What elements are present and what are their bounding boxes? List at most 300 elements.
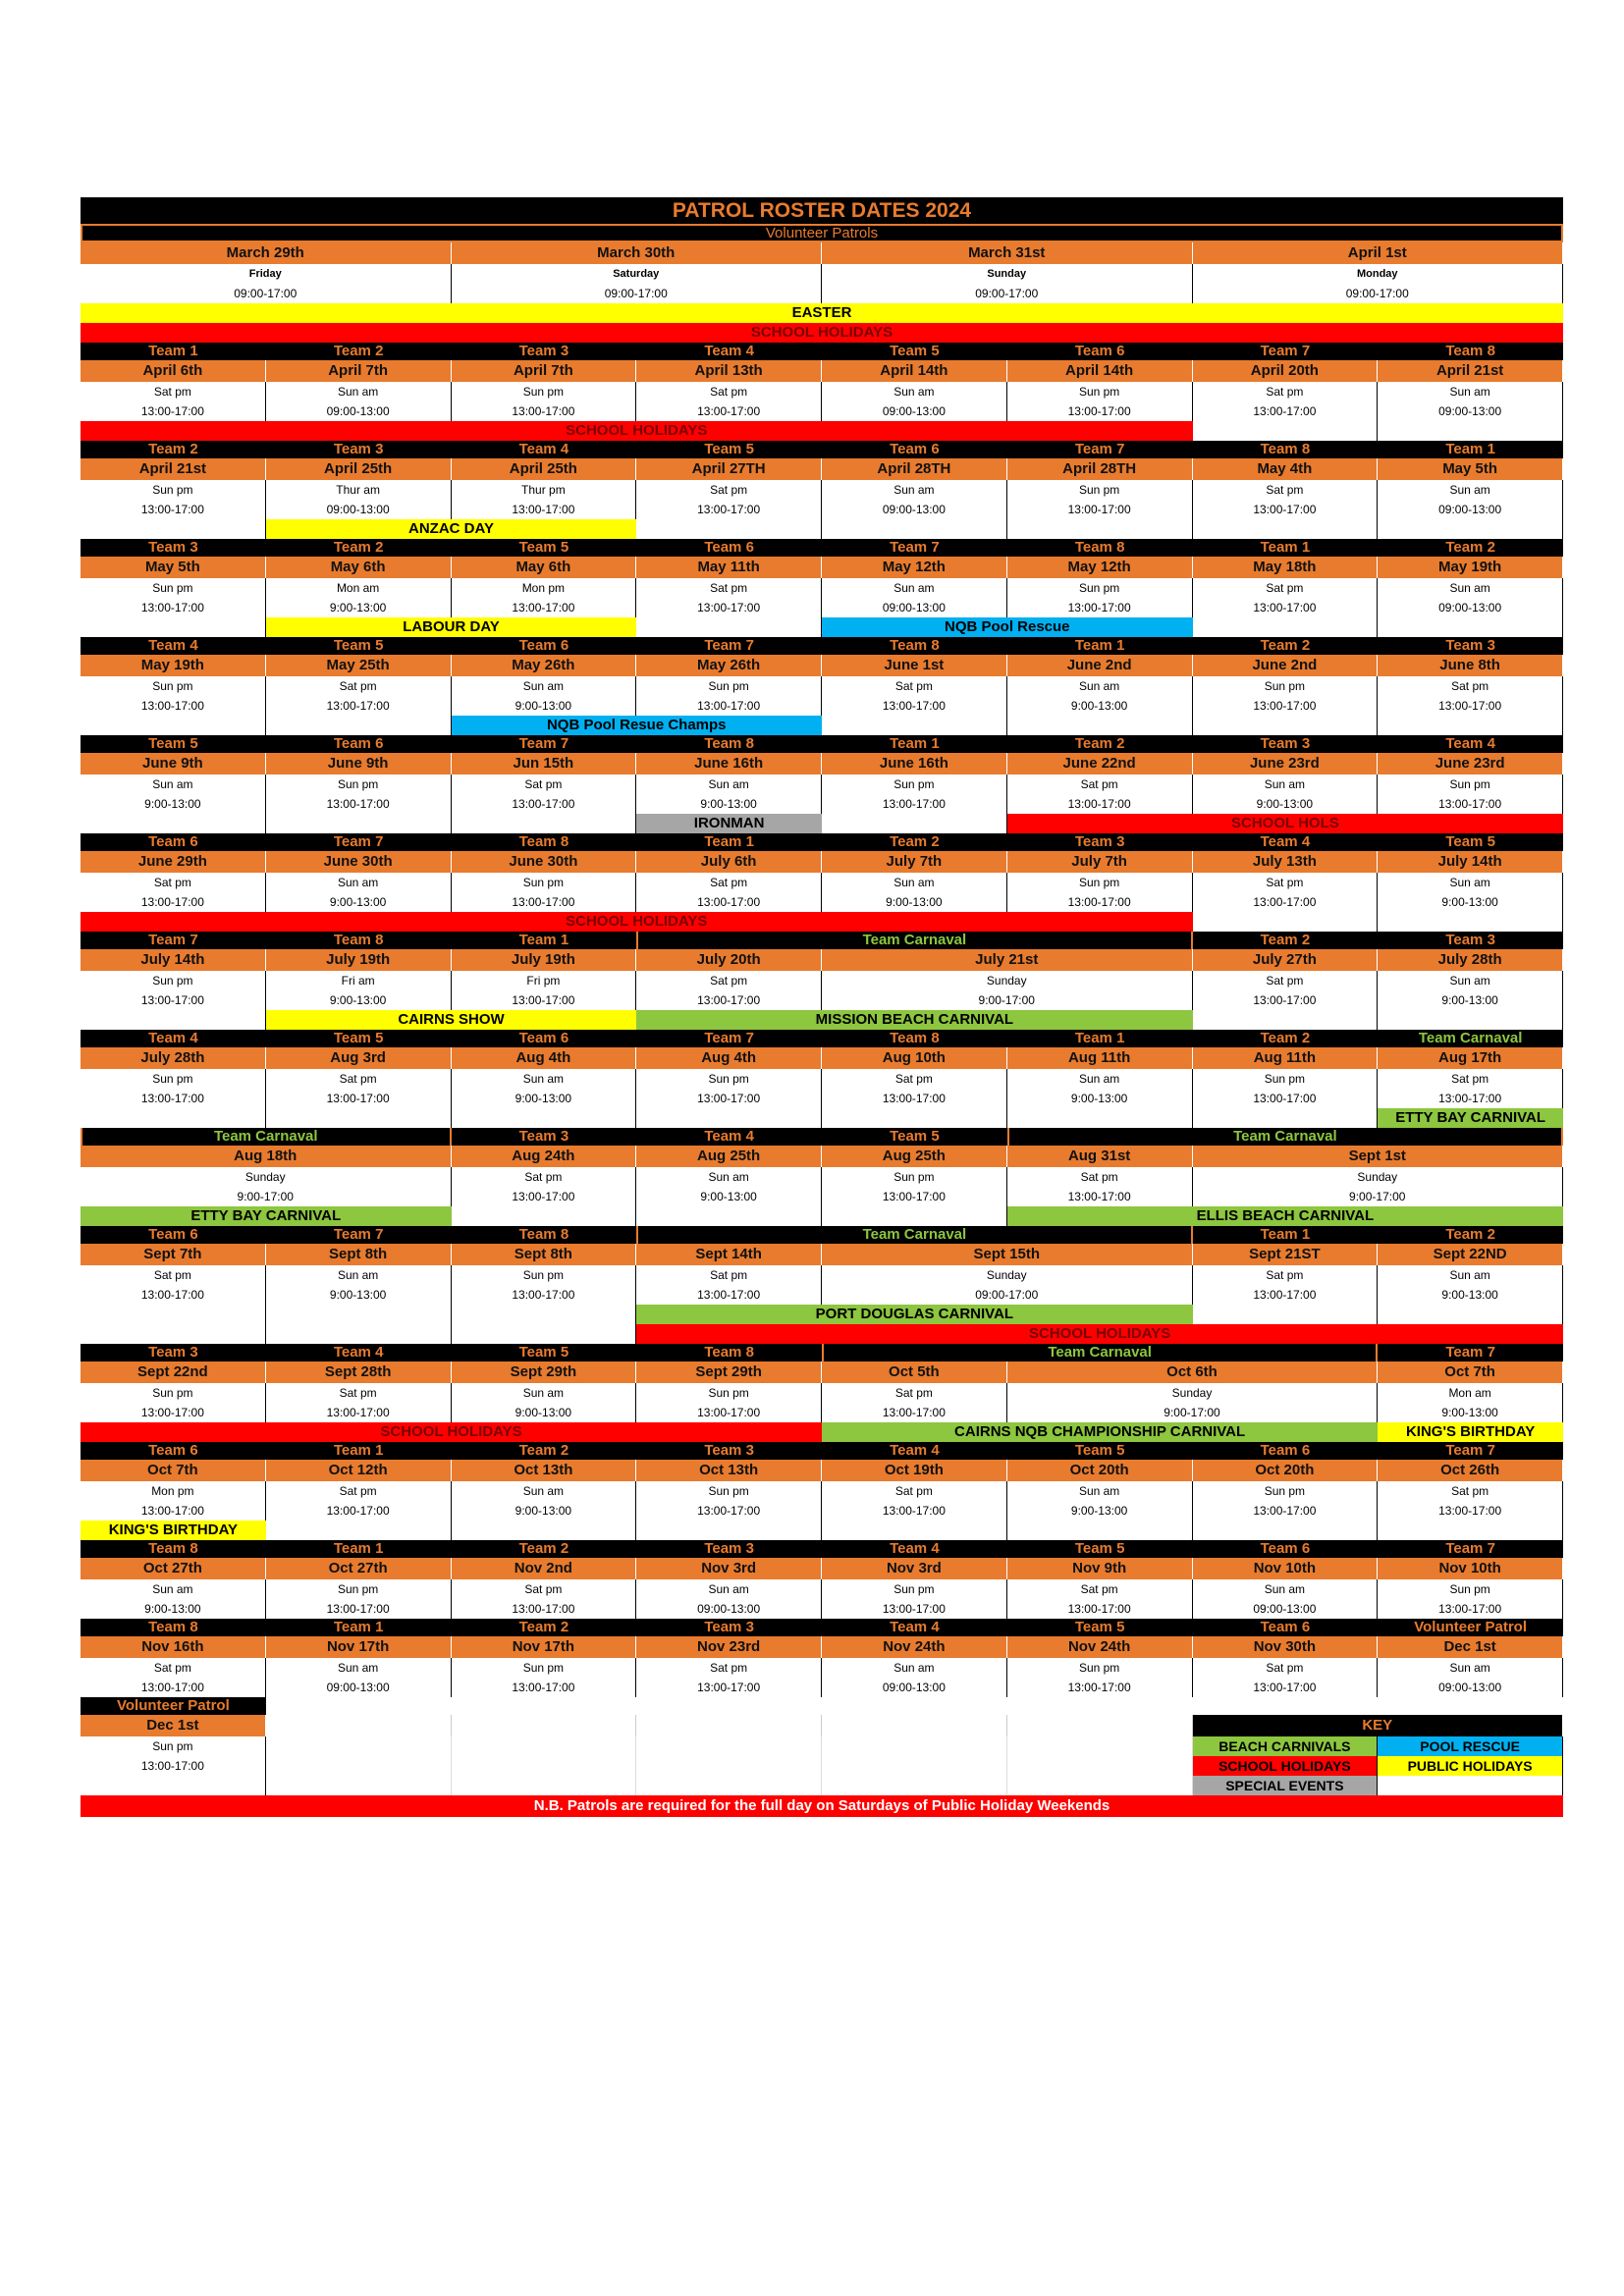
day-cell: Sun am	[636, 774, 822, 794]
day-cell: Sun am	[1193, 774, 1379, 794]
team-label: Team Carnaval	[81, 1128, 452, 1146]
date-cell: Sept 29th	[452, 1362, 637, 1383]
date-cell: Sept 29th	[636, 1362, 822, 1383]
team-label: Team 7	[333, 1226, 384, 1243]
day-cell: Sunday	[822, 1265, 1193, 1285]
team-row	[81, 637, 1563, 655]
day-cell: Sunday	[81, 1167, 452, 1187]
time-cell: 13:00-17:00	[81, 1501, 266, 1521]
date-cell: May 26th	[636, 655, 822, 676]
team-row	[81, 1128, 1563, 1146]
band-gap	[1193, 1521, 1379, 1540]
band-gap	[452, 1521, 637, 1540]
time-cell: 13:00-17:00	[1193, 696, 1379, 716]
date-cell: July 14th	[81, 949, 266, 971]
day-cell: Sun am	[81, 774, 266, 794]
day-cell: Sun am	[452, 1481, 637, 1501]
day-cell: Sat pm	[1193, 971, 1379, 990]
team-label: Team 4	[333, 1344, 384, 1361]
time-cell: 13:00-17:00	[81, 401, 266, 421]
team-label: Team 3	[148, 1344, 198, 1361]
band-gap	[636, 1521, 822, 1540]
time-cell: 09:00-13:00	[636, 1599, 822, 1619]
band-row	[81, 1422, 1563, 1442]
day-cell: Sat pm	[452, 774, 637, 794]
time-cell: 9:00-13:00	[266, 1285, 452, 1305]
day-row	[81, 873, 1563, 892]
time-cell: 13:00-17:00	[636, 892, 822, 912]
day-cell: Sat pm	[636, 873, 822, 892]
date-row	[81, 1362, 1563, 1383]
team-label: Team 7	[704, 1030, 754, 1046]
band-gap	[822, 716, 1007, 735]
date-cell: May 12th	[1007, 557, 1193, 578]
time-cell: 9:00-17:00	[1193, 1187, 1564, 1206]
time-cell: 13:00-17:00	[266, 1089, 452, 1108]
date-cell: May 5th	[81, 557, 266, 578]
event-band: EASTER	[81, 303, 1563, 323]
team-label: Team 6	[1260, 1442, 1311, 1459]
day-cell: Sat pm	[636, 382, 822, 401]
date-cell: May 11th	[636, 557, 822, 578]
date-row	[81, 1460, 1563, 1481]
day-cell: Sun pm	[1007, 382, 1193, 401]
day-cell: Sat pm	[81, 1658, 266, 1678]
band-gap	[822, 814, 1007, 833]
day-cell: Sat pm	[1007, 1167, 1193, 1187]
time-cell: 13:00-17:00	[1007, 794, 1193, 814]
date-cell: April 21st	[81, 458, 266, 480]
date-cell: April 14th	[822, 360, 1007, 382]
time-cell: 13:00-17:00	[1193, 500, 1379, 519]
team-label: Team 3	[518, 343, 569, 359]
time-cell: 09:00-13:00	[1193, 1599, 1379, 1619]
team-label: Team 7	[518, 735, 569, 752]
team-label: Team 5	[1074, 1442, 1125, 1459]
time-cell: 9:00-13:00	[266, 598, 452, 617]
team-label: Team Carnaval	[1007, 1128, 1563, 1146]
team-row	[81, 441, 1563, 458]
day-cell: Sat pm	[266, 1481, 452, 1501]
empty-cell	[452, 1776, 637, 1795]
date-row	[81, 1244, 1563, 1265]
time-cell: 09:00-13:00	[1378, 500, 1563, 519]
team-label: Team 3	[1074, 833, 1125, 850]
time-cell: 13:00-17:00	[1193, 1501, 1379, 1521]
band-gap	[81, 716, 266, 735]
date-cell: Aug 25th	[636, 1146, 822, 1167]
day-cell: Sat pm	[1007, 774, 1193, 794]
day-cell: Sun pm	[81, 578, 266, 598]
date-cell: Sept 22nd	[81, 1362, 266, 1383]
date-cell: July 13th	[1193, 851, 1379, 873]
day-cell: Sun pm	[452, 1658, 637, 1678]
footer-note: N.B. Patrols are required for the full day on Saturdays of Public Holiday Weekends	[81, 1795, 1563, 1817]
day-cell: Sun pm	[636, 1481, 822, 1501]
day-cell: Sat pm	[1378, 1069, 1563, 1089]
day-cell: Sunday	[1007, 1383, 1379, 1403]
date-cell: Oct 7th	[81, 1460, 266, 1481]
date-cell: June 2nd	[1193, 655, 1379, 676]
time-cell: 13:00-17:00	[452, 500, 637, 519]
time-cell: 9:00-13:00	[452, 1089, 637, 1108]
time-row	[81, 1678, 1563, 1697]
day-cell: Sun pm	[822, 1167, 1007, 1187]
event-band: MISSION BEACH CARNIVAL	[636, 1010, 1192, 1030]
team-label: Team 5	[518, 539, 569, 556]
team-label: Team 2	[1445, 1226, 1495, 1243]
date-cell: Nov 3rd	[822, 1558, 1007, 1579]
day-cell: Thur pm	[452, 480, 637, 500]
time-cell: 13:00-17:00	[636, 500, 822, 519]
team-label: Team 2	[1074, 735, 1125, 752]
date-cell: Sept 28th	[266, 1362, 452, 1383]
date-cell: March 29th	[81, 242, 452, 264]
team-row	[81, 1226, 1563, 1244]
date-cell: Sept 22ND	[1378, 1244, 1563, 1265]
day-row	[81, 1069, 1563, 1089]
day-cell: Sat pm	[1007, 1579, 1193, 1599]
time-cell: 13:00-17:00	[266, 1501, 452, 1521]
band-gap	[822, 1108, 1007, 1128]
time-cell: 9:00-17:00	[1007, 1403, 1379, 1422]
time-cell: 13:00-17:00	[452, 892, 637, 912]
team-label: Team 8	[890, 637, 940, 654]
time-cell: 09:00-17:00	[81, 284, 452, 303]
key-item: PUBLIC HOLIDAYS	[1378, 1756, 1563, 1776]
date-cell: Aug 18th	[81, 1146, 452, 1167]
time-cell: 13:00-17:00	[636, 990, 822, 1010]
key-row	[81, 1736, 1563, 1756]
date-cell: April 7th	[452, 360, 637, 382]
team-label: Team 1	[1074, 1030, 1125, 1046]
team-label: Team 6	[148, 1442, 198, 1459]
day-cell: Sun pm	[1193, 676, 1379, 696]
date-cell: Oct 19th	[822, 1460, 1007, 1481]
band-gap	[1193, 716, 1379, 735]
day-cell: Sun pm	[636, 1069, 822, 1089]
time-cell: 13:00-17:00	[1193, 1089, 1379, 1108]
day-row	[81, 1481, 1563, 1501]
day-cell: Sun pm	[1193, 1069, 1379, 1089]
date-cell: Sept 21ST	[1193, 1244, 1379, 1265]
time-cell: 13:00-17:00	[1193, 1285, 1379, 1305]
day-cell: Sat pm	[636, 971, 822, 990]
team-label: Team 2	[1260, 932, 1311, 948]
team-label: Team 3	[148, 539, 198, 556]
date-cell: Nov 16th	[81, 1636, 266, 1658]
team-label: Team 3	[704, 1619, 754, 1635]
team-label: Team 5	[1074, 1619, 1125, 1635]
team-label: Volunteer Patrol	[117, 1697, 230, 1714]
team-label: Team 4	[704, 1128, 754, 1145]
time-cell: 09:00-17:00	[822, 1285, 1193, 1305]
day-cell: Sun pm	[1193, 1481, 1379, 1501]
team-label: Team 8	[518, 1226, 569, 1243]
empty-cell	[1007, 1736, 1193, 1756]
day-cell: Sun pm	[81, 1383, 266, 1403]
band-gap	[1378, 421, 1563, 441]
band-gap	[266, 1305, 452, 1324]
date-row	[81, 1636, 1563, 1658]
day-cell: Sat pm	[266, 1383, 452, 1403]
day-cell: Sun am	[1378, 1658, 1563, 1678]
team-label: Team 4	[890, 1619, 940, 1635]
event-band: SCHOOL HOLIDAYS	[636, 1324, 1563, 1344]
time-cell: 13:00-17:00	[636, 598, 822, 617]
band-gap	[452, 814, 637, 833]
team-row	[81, 932, 1563, 949]
date-cell: July 20th	[636, 949, 822, 971]
date-cell: Aug 17th	[1378, 1047, 1563, 1069]
day-cell: 13:00-17:00	[81, 1756, 266, 1776]
team-label: Team 4	[518, 441, 569, 457]
date-cell: Aug 11th	[1007, 1047, 1193, 1069]
key-title: KEY	[1193, 1715, 1564, 1736]
time-cell: 09:00-13:00	[822, 598, 1007, 617]
date-cell: Oct 12th	[266, 1460, 452, 1481]
time-cell: 13:00-17:00	[81, 1678, 266, 1697]
date-cell: Oct 7th	[1378, 1362, 1563, 1383]
day-cell: Sun am	[1007, 676, 1193, 696]
time-cell: 09:00-13:00	[266, 401, 452, 421]
time-cell: 09:00-13:00	[822, 1678, 1007, 1697]
band-gap	[1378, 1305, 1563, 1324]
date-cell: July 28th	[1378, 949, 1563, 971]
band-gap	[1007, 716, 1193, 735]
date-cell: Sept 8th	[266, 1244, 452, 1265]
band-gap	[1193, 1010, 1379, 1030]
date-cell: Oct 13th	[636, 1460, 822, 1481]
time-row	[81, 284, 1563, 303]
band-row	[81, 323, 1563, 343]
team-label: Team 7	[333, 833, 384, 850]
time-cell: 13:00-17:00	[452, 1678, 637, 1697]
date-row	[81, 851, 1563, 873]
empty-cell	[266, 1756, 452, 1776]
band-gap	[1007, 1521, 1193, 1540]
time-cell: 13:00-17:00	[636, 1403, 822, 1422]
date-cell: May 18th	[1193, 557, 1379, 578]
time-cell: 9:00-13:00	[452, 696, 637, 716]
empty-cell	[266, 1736, 452, 1756]
date-cell: June 16th	[822, 753, 1007, 774]
event-band: KING'S BIRTHDAY	[81, 1521, 266, 1540]
team-label: Team 7	[148, 932, 198, 948]
team-gap	[266, 1697, 1563, 1715]
team-label: Team 7	[1445, 1344, 1495, 1361]
day-cell: Sun pm	[452, 382, 637, 401]
team-label: Team 2	[518, 1540, 569, 1557]
team-label: Team 5	[704, 441, 754, 457]
team-label: Team 4	[148, 1030, 198, 1046]
date-cell: July 19th	[452, 949, 637, 971]
team-label: Team 4	[890, 1442, 940, 1459]
band-gap	[822, 519, 1007, 539]
time-cell: 9:00-13:00	[636, 1187, 822, 1206]
team-label: Team 7	[1445, 1442, 1495, 1459]
time-cell: 13:00-17:00	[1193, 401, 1379, 421]
day-cell: Sat pm	[1193, 578, 1379, 598]
team-label: Team 5	[1445, 833, 1495, 850]
day-cell: Sat pm	[636, 1658, 822, 1678]
date-cell: Sept 15th	[822, 1244, 1193, 1265]
team-label: Team 3	[704, 1540, 754, 1557]
day-row	[81, 480, 1563, 500]
day-cell: Sun am	[1378, 971, 1563, 990]
team-label: Team 1	[148, 343, 198, 359]
date-cell: May 25th	[266, 655, 452, 676]
team-label: Team 6	[704, 539, 754, 556]
time-cell: 13:00-17:00	[81, 598, 266, 617]
date-cell: Nov 2nd	[452, 1558, 637, 1579]
day-row	[81, 1658, 1563, 1678]
day-row	[81, 1265, 1563, 1285]
time-cell: 13:00-17:00	[636, 401, 822, 421]
time-cell: 9:00-17:00	[822, 990, 1193, 1010]
event-band: CAIRNS NQB CHAMPIONSHIP CARNIVAL	[822, 1422, 1378, 1442]
date-cell: May 12th	[822, 557, 1007, 578]
band-gap	[81, 1010, 266, 1030]
time-cell: 13:00-17:00	[81, 1285, 266, 1305]
band-row	[81, 1010, 1563, 1030]
date-cell: Aug 31st	[1007, 1146, 1193, 1167]
date-cell: Oct 6th	[1007, 1362, 1379, 1383]
date-cell: Nov 24th	[1007, 1636, 1193, 1658]
day-cell: Sun pm	[1007, 1658, 1193, 1678]
date-row	[81, 949, 1563, 971]
empty-cell	[266, 1715, 452, 1736]
date-cell: April 20th	[1193, 360, 1379, 382]
date-cell: Nov 24th	[822, 1636, 1007, 1658]
day-cell: Sat pm	[266, 1069, 452, 1089]
day-cell: Sat pm	[1193, 1658, 1379, 1678]
team-label: Team 6	[518, 1030, 569, 1046]
date-cell: Dec 1st	[81, 1715, 266, 1736]
team-label: Team 6	[1260, 1540, 1311, 1557]
day-cell: Sun am	[452, 1069, 637, 1089]
team-label: Team 1	[333, 1540, 384, 1557]
day-cell: Mon am	[266, 578, 452, 598]
day-cell: Sun am	[822, 1658, 1007, 1678]
empty-cell	[266, 1776, 452, 1795]
date-cell: June 1st	[822, 655, 1007, 676]
time-cell: 13:00-17:00	[81, 1089, 266, 1108]
day-cell: Sun pm	[452, 873, 637, 892]
team-label: Team 6	[333, 735, 384, 752]
band-gap	[1193, 617, 1379, 637]
team-label: Team 6	[1260, 1619, 1311, 1635]
date-cell: March 31st	[822, 242, 1193, 264]
band-gap	[81, 519, 266, 539]
day-cell: Sun pm	[452, 1265, 637, 1285]
time-cell: 13:00-17:00	[822, 1403, 1007, 1422]
time-cell: 9:00-13:00	[822, 892, 1007, 912]
date-cell: June 9th	[81, 753, 266, 774]
date-row	[81, 360, 1563, 382]
team-label: Team 2	[1260, 1030, 1311, 1046]
team-label: Volunteer Patrol	[1414, 1619, 1527, 1635]
time-cell: 9:00-13:00	[1007, 1089, 1193, 1108]
empty-cell	[452, 1715, 637, 1736]
day-cell: Sun am	[1007, 1481, 1193, 1501]
date-cell: July 6th	[636, 851, 822, 873]
team-label: Team 1	[333, 1619, 384, 1635]
band-row	[81, 617, 1563, 637]
team-label: Team 6	[148, 833, 198, 850]
date-row	[81, 1558, 1563, 1579]
key-item: SCHOOL HOLIDAYS	[1193, 1756, 1379, 1776]
date-cell: June 2nd	[1007, 655, 1193, 676]
empty-cell	[1007, 1715, 1193, 1736]
team-label: Team 1	[1260, 539, 1311, 556]
date-row	[81, 557, 1563, 578]
time-cell: 9:00-13:00	[81, 1599, 266, 1619]
team-label: Team 3	[704, 1442, 754, 1459]
team-label: Team 5	[890, 343, 940, 359]
team-label: Team 2	[1260, 637, 1311, 654]
time-row	[81, 1599, 1563, 1619]
team-label: Team 7	[1445, 1540, 1495, 1557]
band-gap	[452, 1206, 637, 1226]
team-label: Team 6	[518, 637, 569, 654]
time-cell: 13:00-17:00	[822, 1089, 1007, 1108]
empty-cell	[636, 1756, 822, 1776]
day-cell: Sat pm	[1378, 1481, 1563, 1501]
day-cell: Friday	[81, 264, 452, 284]
team-label: Team 1	[704, 833, 754, 850]
time-cell: 9:00-13:00	[452, 1403, 637, 1422]
team-label: Team 2	[148, 441, 198, 457]
day-cell: Sun pm	[1378, 774, 1563, 794]
date-cell: April 7th	[266, 360, 452, 382]
time-cell: 13:00-17:00	[81, 1403, 266, 1422]
date-cell: Nov 10th	[1193, 1558, 1379, 1579]
day-cell: Sat pm	[636, 578, 822, 598]
date-cell: April 14th	[1007, 360, 1193, 382]
team-label: Team 8	[890, 1030, 940, 1046]
empty-cell	[81, 1776, 266, 1795]
empty-cell	[636, 1736, 822, 1756]
time-cell: 9:00-13:00	[266, 892, 452, 912]
team-label: Team 2	[333, 539, 384, 556]
team-label: Team 8	[704, 1344, 754, 1361]
band-row	[81, 814, 1563, 833]
team-label: Team 1	[1260, 1226, 1311, 1243]
time-cell: 13:00-17:00	[636, 1501, 822, 1521]
roster-sheet	[81, 197, 1563, 1817]
time-cell: 13:00-17:00	[452, 1599, 637, 1619]
team-label: Team 8	[704, 735, 754, 752]
band-row	[81, 303, 1563, 323]
time-cell: 09:00-13:00	[1378, 401, 1563, 421]
day-cell: Sun pm	[266, 774, 452, 794]
day-cell: Sun pm	[81, 1736, 266, 1756]
key-item: BEACH CARNIVALS	[1193, 1736, 1379, 1756]
time-cell: 9:00-13:00	[1007, 1501, 1193, 1521]
team-label: Team 1	[1445, 441, 1495, 457]
time-cell: 13:00-17:00	[1378, 1089, 1563, 1108]
time-cell: 13:00-17:00	[452, 401, 637, 421]
date-cell: April 25th	[266, 458, 452, 480]
event-band: ETTY BAY CARNIVAL	[1378, 1108, 1563, 1128]
date-cell: Oct 27th	[266, 1558, 452, 1579]
team-label: Team 8	[518, 833, 569, 850]
time-cell: 9:00-13:00	[1193, 794, 1379, 814]
time-cell: 13:00-17:00	[452, 794, 637, 814]
band-row	[81, 1305, 1563, 1324]
time-cell: 13:00-17:00	[822, 794, 1007, 814]
